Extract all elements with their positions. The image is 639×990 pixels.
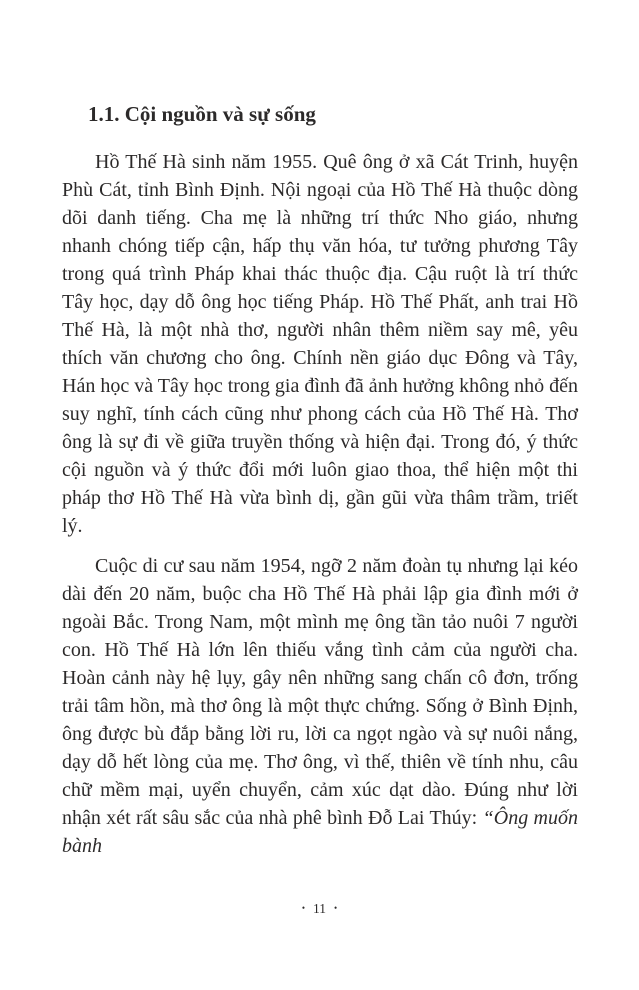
page-number: 11 [313,901,326,916]
paragraph-migration-text: Cuộc di cư sau năm 1954, ngỡ 2 năm đoàn tụ nhưng lại kéo dài đến 20 năm, buộc cha Hồ Thế Hà phải lập gia đình mới ở ngoài Bắc. Trong Nam, một mình mẹ ông tần tảo nuôi 7 người con. Hồ Thế Hà lớn lên thiếu vắng tình cảm của người cha. Hoàn cảnh này hệ lụy, gây nên những sang chấn cô đơn, trống trải tâm hồn, mà thơ ông là một thực chứng. Sống ở Bình Định, ông được bù đắp bằng lời ru, lời ca ngọt ngào và sự nuôi nắng, dạy dỗ hết lòng của mẹ. Thơ ông, vì thế, thiên về tính nhu, câu chữ mềm mại, uyển chuyển, cảm xúc dạt dào. Đúng như lời nhận xét rất sâu sắc của nhà phê bình Đỗ Lai Thúy: [62,555,578,829]
footer-right-dot: • [334,903,338,913]
quote-italic: “Ông muốn bành [62,807,579,857]
section-heading: 1.1. Cội nguồn và sự sống [88,102,316,126]
page-content [62,102,578,860]
footer-left-dot: • [301,903,305,913]
paragraph-biography: Hồ Thế Hà sinh năm 1955. Quê ông ở xã Cát Trinh, huyện Phù Cát, tỉnh Bình Định. Nội ngoại của Hồ Thế Hà thuộc dòng dõi danh tiếng. Cha mẹ là những trí thức Nho giáo, nhưng nhanh chóng tiếp cận, hấp thụ văn hóa, tư tưởng phương Tây trong quá trình Pháp khai thác thuộc địa. Cậu ruột là trí thức Tây học, dạy dỗ ông học tiếng Pháp. Hồ Thế Phất, anh trai Hồ Thế Hà, là một nhà thơ, người nhân thêm niềm say mê, yêu thích văn chương cho ông. Chính nền giáo dục Đông và Tây, Hán học và Tây học trong gia đình đã ảnh hưởng không nhỏ đến suy nghĩ, tính cách cũng như phong cách của Hồ Thế Hà. Thơ ông là sự đi về giữa truyền thống và hiện đại. Trong đó, ý thức cội nguồn và ý thức đổi mới luôn giao thoa, thể hiện một thi pháp thơ Hồ Thế Hà vừa bình dị, gần gũi vừa thâm trầm, triết lý. [62,151,578,537]
page-footer [0,900,639,917]
paragraph-migration [62,552,578,860]
